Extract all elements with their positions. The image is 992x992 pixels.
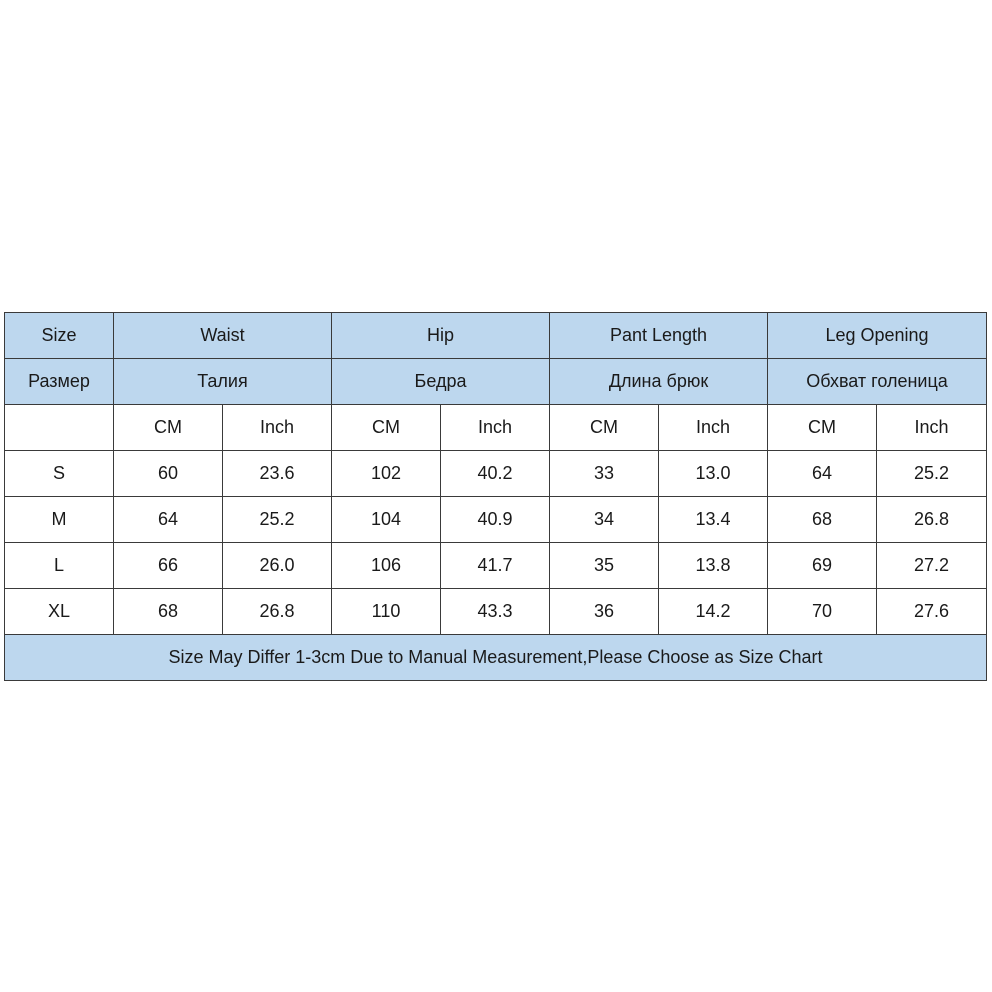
header-pant-length: Pant Length bbox=[550, 313, 768, 359]
value-cell: 13.0 bbox=[659, 451, 768, 497]
header-row-english bbox=[5, 313, 987, 359]
value-cell: 26.0 bbox=[223, 543, 332, 589]
footer-note: Size May Differ 1-3cm Due to Manual Measurement,Please Choose as Size Chart bbox=[5, 635, 987, 681]
header-leg-opening-ru: Обхват голеница bbox=[768, 359, 987, 405]
units-row bbox=[5, 405, 987, 451]
table-row bbox=[5, 451, 987, 497]
unit-cell: CM bbox=[768, 405, 877, 451]
value-cell: 43.3 bbox=[441, 589, 550, 635]
value-cell: 69 bbox=[768, 543, 877, 589]
value-cell: 13.4 bbox=[659, 497, 768, 543]
unit-cell: CM bbox=[114, 405, 223, 451]
value-cell: 60 bbox=[114, 451, 223, 497]
value-cell: 106 bbox=[332, 543, 441, 589]
size-label: S bbox=[5, 451, 114, 497]
value-cell: 27.2 bbox=[877, 543, 987, 589]
unit-cell: CM bbox=[550, 405, 659, 451]
header-waist: Waist bbox=[114, 313, 332, 359]
value-cell: 66 bbox=[114, 543, 223, 589]
value-cell: 41.7 bbox=[441, 543, 550, 589]
header-hip-ru: Бедра bbox=[332, 359, 550, 405]
header-row-russian bbox=[5, 359, 987, 405]
header-hip: Hip bbox=[332, 313, 550, 359]
size-label: L bbox=[5, 543, 114, 589]
size-label: XL bbox=[5, 589, 114, 635]
value-cell: 13.8 bbox=[659, 543, 768, 589]
header-leg-opening: Leg Opening bbox=[768, 313, 987, 359]
unit-cell: Inch bbox=[223, 405, 332, 451]
value-cell: 40.9 bbox=[441, 497, 550, 543]
header-size-ru: Размер bbox=[5, 359, 114, 405]
unit-cell: Inch bbox=[877, 405, 987, 451]
units-blank-cell bbox=[5, 405, 114, 451]
value-cell: 104 bbox=[332, 497, 441, 543]
table-row bbox=[5, 497, 987, 543]
value-cell: 40.2 bbox=[441, 451, 550, 497]
value-cell: 36 bbox=[550, 589, 659, 635]
value-cell: 26.8 bbox=[877, 497, 987, 543]
value-cell: 68 bbox=[768, 497, 877, 543]
value-cell: 33 bbox=[550, 451, 659, 497]
header-waist-ru: Талия bbox=[114, 359, 332, 405]
table-row bbox=[5, 589, 987, 635]
value-cell: 26.8 bbox=[223, 589, 332, 635]
value-cell: 110 bbox=[332, 589, 441, 635]
value-cell: 35 bbox=[550, 543, 659, 589]
unit-cell: Inch bbox=[441, 405, 550, 451]
size-label: M bbox=[5, 497, 114, 543]
value-cell: 68 bbox=[114, 589, 223, 635]
table-row bbox=[5, 543, 987, 589]
header-size: Size bbox=[5, 313, 114, 359]
value-cell: 25.2 bbox=[223, 497, 332, 543]
footer-row bbox=[5, 635, 987, 681]
unit-cell: CM bbox=[332, 405, 441, 451]
value-cell: 23.6 bbox=[223, 451, 332, 497]
value-cell: 70 bbox=[768, 589, 877, 635]
size-chart-table bbox=[4, 312, 987, 681]
value-cell: 14.2 bbox=[659, 589, 768, 635]
value-cell: 64 bbox=[768, 451, 877, 497]
value-cell: 34 bbox=[550, 497, 659, 543]
value-cell: 64 bbox=[114, 497, 223, 543]
unit-cell: Inch bbox=[659, 405, 768, 451]
value-cell: 102 bbox=[332, 451, 441, 497]
value-cell: 25.2 bbox=[877, 451, 987, 497]
value-cell: 27.6 bbox=[877, 589, 987, 635]
header-pant-length-ru: Длина брюк bbox=[550, 359, 768, 405]
